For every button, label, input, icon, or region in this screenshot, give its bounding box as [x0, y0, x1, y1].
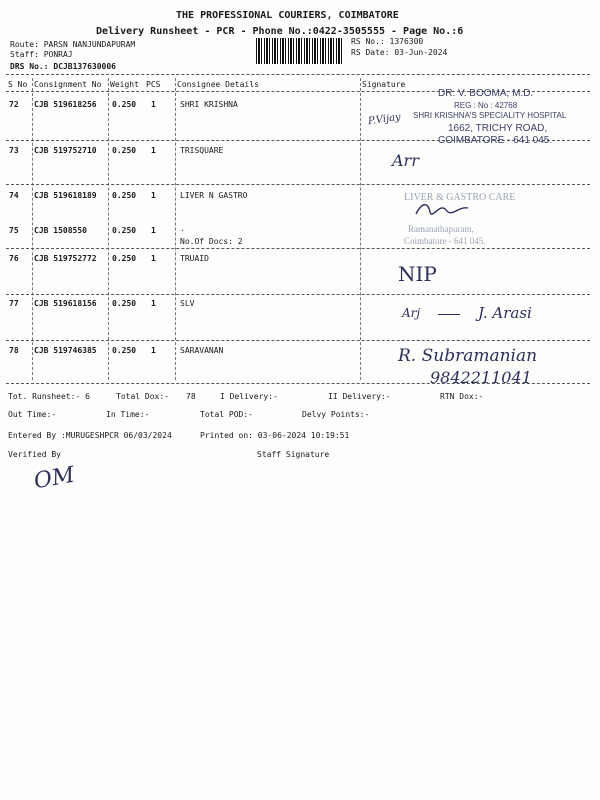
row-weight: 0.250 [112, 100, 137, 109]
row-consignment: CJB 519618189 [34, 191, 97, 200]
row-weight: 0.250 [112, 254, 137, 263]
row-weight: 0.250 [112, 191, 137, 200]
liver-stamp-name: LIVER & GASTRO CARE [404, 192, 516, 203]
row-consignment: CJB 519618156 [34, 299, 97, 308]
divider [6, 74, 590, 75]
row-sno: 77 [9, 299, 19, 308]
row-consignment: CJB 519752710 [34, 146, 97, 155]
row-weight: 0.250 [112, 226, 137, 235]
staff-label: Staff: PONRAJ [10, 50, 73, 59]
rs-date: RS Date: 03-Jun-2024 [351, 48, 448, 57]
row-consignment: CJB 1508550 [34, 226, 87, 235]
signature-78b: 9842211041 [430, 368, 532, 387]
ii-delivery: II Delivery:- [328, 392, 391, 401]
hospital-stamp-reg: REG : No : 42768 [454, 101, 518, 110]
row-consignee: SARAVANAN [180, 346, 224, 355]
liver-stamp-area: Ramanathapuram, [408, 224, 474, 234]
row-weight: 0.250 [112, 299, 137, 308]
signature-74-scribble [412, 198, 472, 222]
row-docs-count: No.Of Docs: 2 [180, 237, 243, 246]
drs-number: DRS No.: DCJB137630006 [10, 62, 116, 71]
tot-runsheet: Tot. Runsheet:- 6 [8, 392, 90, 401]
signature-dash [438, 314, 460, 315]
route-label: Route: PARSN NANJUNDAPURAM [10, 40, 136, 49]
row-weight: 0.250 [112, 346, 137, 355]
liver-stamp-city: Coimbatore - 641 045. [404, 236, 486, 246]
divider [6, 383, 590, 384]
verified-by: Verified By [8, 450, 61, 459]
col-separator [108, 78, 109, 380]
row-pcs: 1 [151, 100, 156, 109]
signature-76: NIP [398, 262, 437, 286]
row-pcs: 1 [151, 346, 156, 355]
delvy-points: Delvy Points:- [302, 410, 370, 419]
col-sno: S No [8, 80, 28, 89]
col-separator [32, 78, 33, 380]
col-weight: Weight [110, 80, 139, 89]
rs-number: RS No.: 1376300 [351, 37, 424, 46]
entered-by: Entered By :MURUGESHPCR 06/03/2024 [8, 431, 172, 440]
col-consignee: Consignee Details [177, 80, 259, 89]
row-consignee: SHRI KRISHNA [180, 100, 238, 109]
row-divider [6, 184, 590, 185]
col-consignment: Consignment No [34, 80, 102, 89]
row-pcs: 1 [151, 254, 156, 263]
row-consignee: . [180, 224, 185, 233]
row-consignee: LIVER N GASTRO [180, 191, 248, 200]
runsheet-title: Delivery Runsheet - PCR - Phone No.:0422-3505555 - Page No.:6 [96, 26, 464, 37]
col-separator [175, 78, 176, 380]
row-consignee: TRUAID [180, 254, 209, 263]
hospital-stamp-doctor: DR. V. BOOMA, M.D. [438, 88, 534, 99]
hospital-stamp-name: SHRI KRISHNA'S SPECIALITY HOSPITAL [413, 111, 567, 120]
row-sno: 78 [9, 346, 19, 355]
row-consignment: CJB 519752772 [34, 254, 97, 263]
row-sno: 75 [9, 226, 19, 235]
signature-72: P.Vijay [367, 111, 402, 128]
row-consignment: CJB 519746385 [34, 346, 97, 355]
signature-77b: J. Arasi [478, 304, 532, 322]
total-pod: Total POD:- [200, 410, 253, 419]
col-pcs: PCS [146, 80, 161, 89]
printed-on: Printed on: 03-06-2024 10:19:51 [200, 431, 350, 440]
row-divider [6, 340, 590, 341]
signature-78a: R. Subramanian [398, 346, 538, 366]
i-delivery: I Delivery:- [220, 392, 278, 401]
col-separator [360, 78, 361, 380]
in-time: In Time:- [106, 410, 150, 419]
verifier-signature: OM [32, 462, 77, 495]
row-sno: 76 [9, 254, 19, 263]
total-dox-value: 78 [186, 392, 196, 401]
signature-73: Arr [392, 151, 419, 170]
row-pcs: 1 [151, 226, 156, 235]
row-consignee: TRISQUARE [180, 146, 224, 155]
row-pcs: 1 [151, 299, 156, 308]
hospital-stamp-address: 1662, TRICHY ROAD, [448, 123, 548, 134]
row-weight: 0.250 [112, 146, 137, 155]
row-pcs: 1 [151, 146, 156, 155]
row-sno: 72 [9, 100, 19, 109]
company-name: THE PROFESSIONAL COURIERS, COIMBATORE [176, 10, 399, 21]
row-pcs: 1 [151, 191, 156, 200]
hospital-stamp-city: COIMBATORE - 641 045. [438, 135, 553, 146]
staff-signature: Staff Signature [257, 450, 330, 459]
row-consignee: SLV [180, 299, 195, 308]
total-dox-label: Total Dox:- [116, 392, 169, 401]
row-consignment: CJB 519618256 [34, 100, 97, 109]
row-sno: 74 [9, 191, 19, 200]
row-divider [6, 248, 590, 249]
rtn-dox: RTN Dox:- [440, 392, 484, 401]
row-sno: 73 [9, 146, 19, 155]
out-time: Out Time:- [8, 410, 57, 419]
barcode [256, 38, 344, 64]
col-signature: Signature [362, 80, 406, 89]
signature-77a: Arj [402, 306, 421, 320]
row-divider [6, 294, 590, 295]
